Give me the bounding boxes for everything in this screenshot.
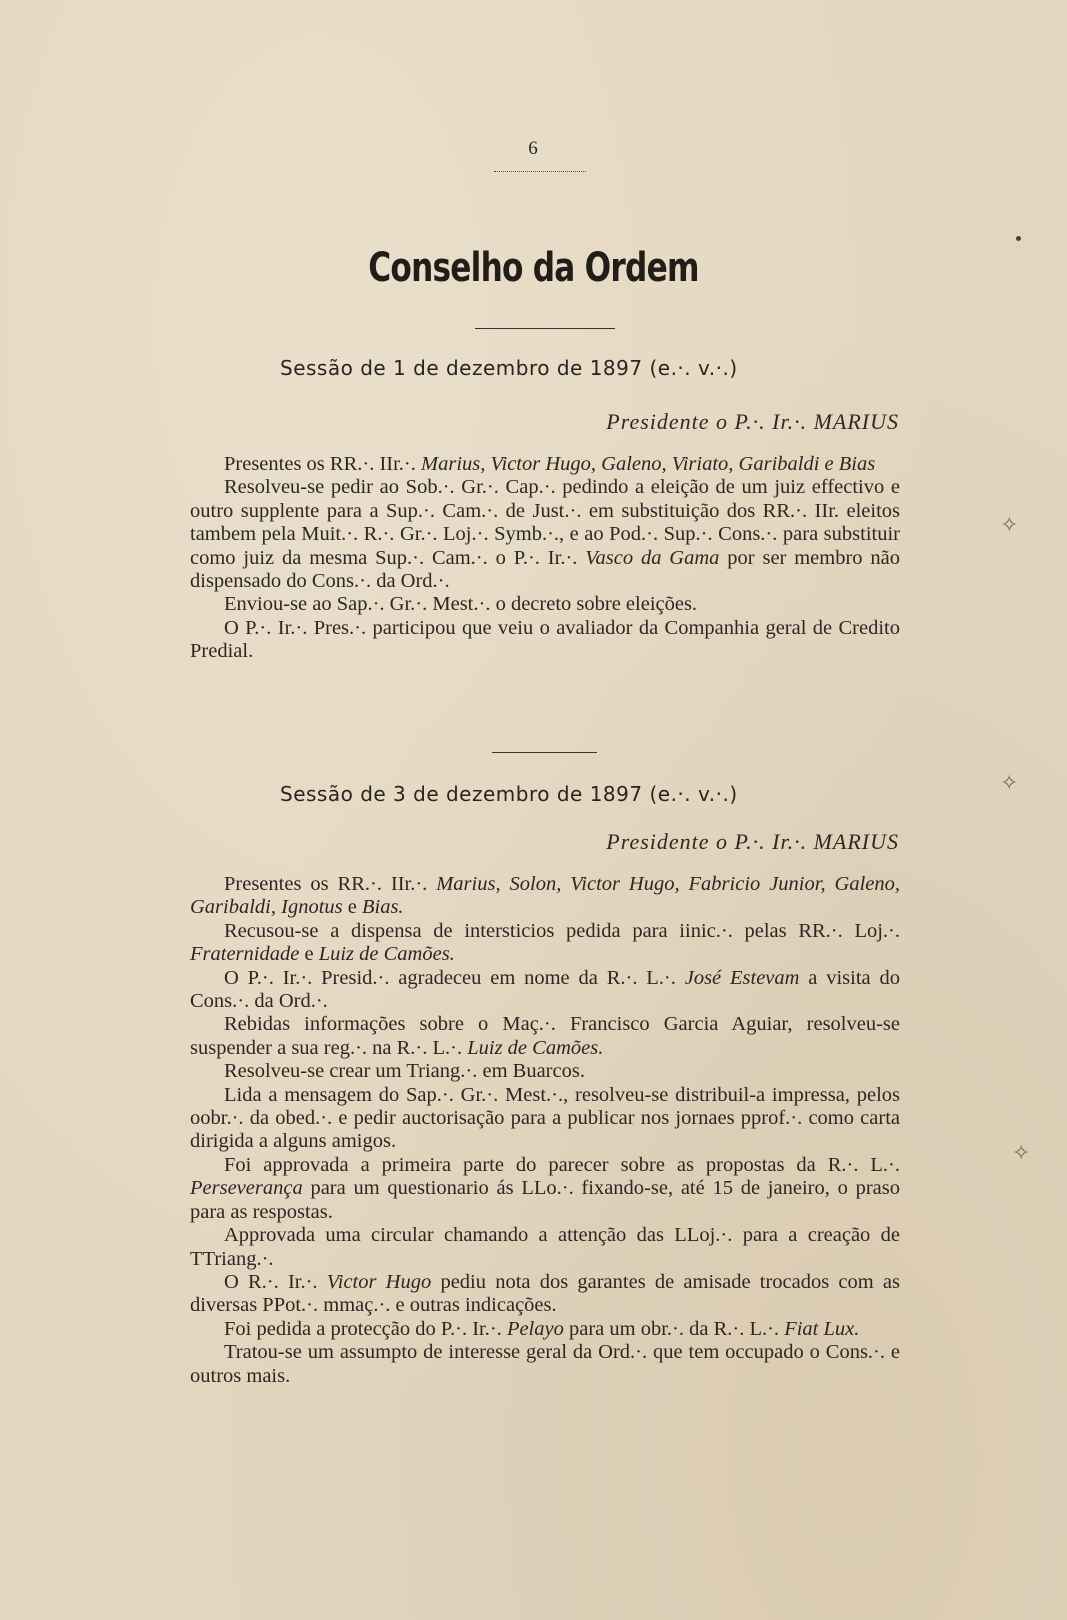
text-run: Resolveu-se crear um Triang.·. em Buarcos. — [224, 1060, 585, 1083]
text-run: Presentes os RR.·. IIr.·. — [224, 873, 437, 895]
minutes-paragraph — [190, 593, 900, 616]
text-run: Presentes os RR.·. IIr.·. — [224, 453, 422, 475]
minutes-paragraph — [190, 1060, 900, 1083]
italic-name: Marius, Solon, Victor Hugo, Fabricio Junior, Galeno, Garibaldi, Ignotus — [190, 873, 900, 919]
minutes-paragraph — [190, 873, 900, 920]
minutes-paragraph — [190, 920, 900, 967]
text-run: O R.·. Ir.·. — [224, 1270, 327, 1293]
italic-name: Luiz de Camões. — [318, 943, 455, 966]
page-number-rule — [494, 171, 586, 172]
session-heading: Sessão de 3 de dezembro de 1897 (e.·. v.·.) — [280, 782, 738, 806]
text-run: Rebidas informações sobre o Maç.·. Francisco Garcia Aguiar, resolveu-se suspender a sua reg.·. na R.·. L.·. — [190, 1013, 900, 1059]
page-title: Conselho da Ordem — [368, 245, 699, 291]
text-run: Foi pedida a protecção do P.·. Ir.·. — [224, 1317, 507, 1340]
session-body — [190, 453, 900, 664]
text-run: e — [342, 896, 362, 919]
session-heading: Sessão de 1 de dezembro de 1897 (e.·. v.·.) — [280, 356, 738, 380]
page-number: 6 — [528, 138, 539, 159]
minutes-paragraph — [190, 1154, 900, 1224]
minutes-paragraph — [190, 1341, 900, 1388]
italic-name: Luiz de Camões. — [467, 1036, 604, 1059]
text-run: para um questionario ás LLo.·. fixando-se, até 15 de janeiro, o praso para as respostas. — [190, 1177, 900, 1223]
text-run: Approvada uma circular chamando a attenção das LLoj.·. para a creação de TTriang.·. — [190, 1224, 900, 1270]
ink-spot — [1016, 236, 1021, 241]
text-run: O P.·. Ir.·. Presid.·. agradeceu em nome da R.·. L.·. — [224, 966, 685, 989]
text-run: Recusou-se a dispensa de intersticios pedida para iinic.·. pelas RR.·. Loj.·. — [224, 919, 900, 942]
section-divider — [492, 752, 597, 753]
session-presidente: Presidente o P.·. Ir.·. MARIUS — [606, 829, 899, 854]
minutes-paragraph — [190, 1224, 900, 1271]
text-run: Lida a mensagem do Sap.·. Gr.·. Mest.·., resolveu-se distribuil-a impressa, pelos oobr.·. da obed.·. e pedir auctorisação para a publicar nos jornaes pprof.·. como carta dirigida a alguns amigos. — [190, 1083, 900, 1153]
text-run: e — [299, 943, 319, 966]
session-body — [190, 873, 900, 1388]
italic-name: Fiat Lux. — [784, 1317, 860, 1340]
session-presidente: Presidente o P.·. Ir.·. MARIUS — [606, 409, 899, 434]
text-run: Foi approvada a primeira parte do parecer sobre as propostas da R.·. L.·. — [224, 1153, 900, 1176]
minutes-paragraph — [190, 1084, 900, 1154]
italic-name: Victor Hugo — [326, 1270, 432, 1293]
minutes-paragraph — [190, 476, 900, 593]
minutes-paragraph — [190, 617, 900, 664]
text-run: O P.·. Ir.·. Pres.·. participou que veiu o avaliador da Companhia geral de Credito Predial. — [190, 616, 900, 663]
margin-mark: ✧ — [1000, 512, 1019, 537]
title-divider — [475, 328, 615, 329]
margin-mark: ✧ — [1000, 770, 1019, 795]
text-run: a visita do Cons.·. da Ord.·. — [190, 966, 900, 1013]
italic-name: Marius, Victor Hugo, Galeno, Viriato, Garibaldi e Bias — [421, 453, 876, 475]
minutes-paragraph — [190, 967, 900, 1014]
minutes-paragraph — [190, 1013, 900, 1060]
margin-mark: ✧ — [1012, 1140, 1031, 1165]
text-run: pediu nota dos garantes de amisade trocados com as diversas PPot.·. mmaç.·. e outras indicações. — [190, 1270, 901, 1317]
text-run: Enviou-se ao Sap.·. Gr.·. Mest.·. o decreto sobre eleições. — [224, 593, 698, 616]
italic-name: Perseverança — [190, 1177, 303, 1200]
italic-name: Vasco da Gama — [585, 546, 720, 569]
italic-name: Bias. — [361, 896, 404, 919]
minutes-paragraph — [190, 453, 900, 476]
text-run: por ser membro não dispensado do Cons.·. da Ord.·. — [190, 546, 901, 593]
italic-name: Fraternidade — [190, 943, 300, 966]
italic-name: Pelayo — [506, 1317, 564, 1340]
minutes-paragraph — [190, 1271, 900, 1318]
text-run: Resolveu-se pedir ao Sob.·. Gr.·. Cap.·. pedindo a eleição de um juiz effectivo e outro supplente para a Sup.·. Cam.·. de Just.·. em substituição dos RR.·. IIr. eleitos tambem pela Muit.·. R.·. Gr.·. Loj.·. Symb.·., e ao Pod.·. Sup.·. Cons.·. para substituir como juiz da mesma Sup.·. Cam.·. o P.·. Ir.·. — [190, 476, 900, 569]
text-run: Tratou-se um assumpto de interesse geral da Ord.·. que tem occupado o Cons.·. e outros mais. — [190, 1341, 900, 1387]
minutes-paragraph — [190, 1318, 900, 1341]
italic-name: José Estevam — [684, 966, 800, 989]
text-run: para um obr.·. da R.·. L.·. — [563, 1317, 785, 1340]
